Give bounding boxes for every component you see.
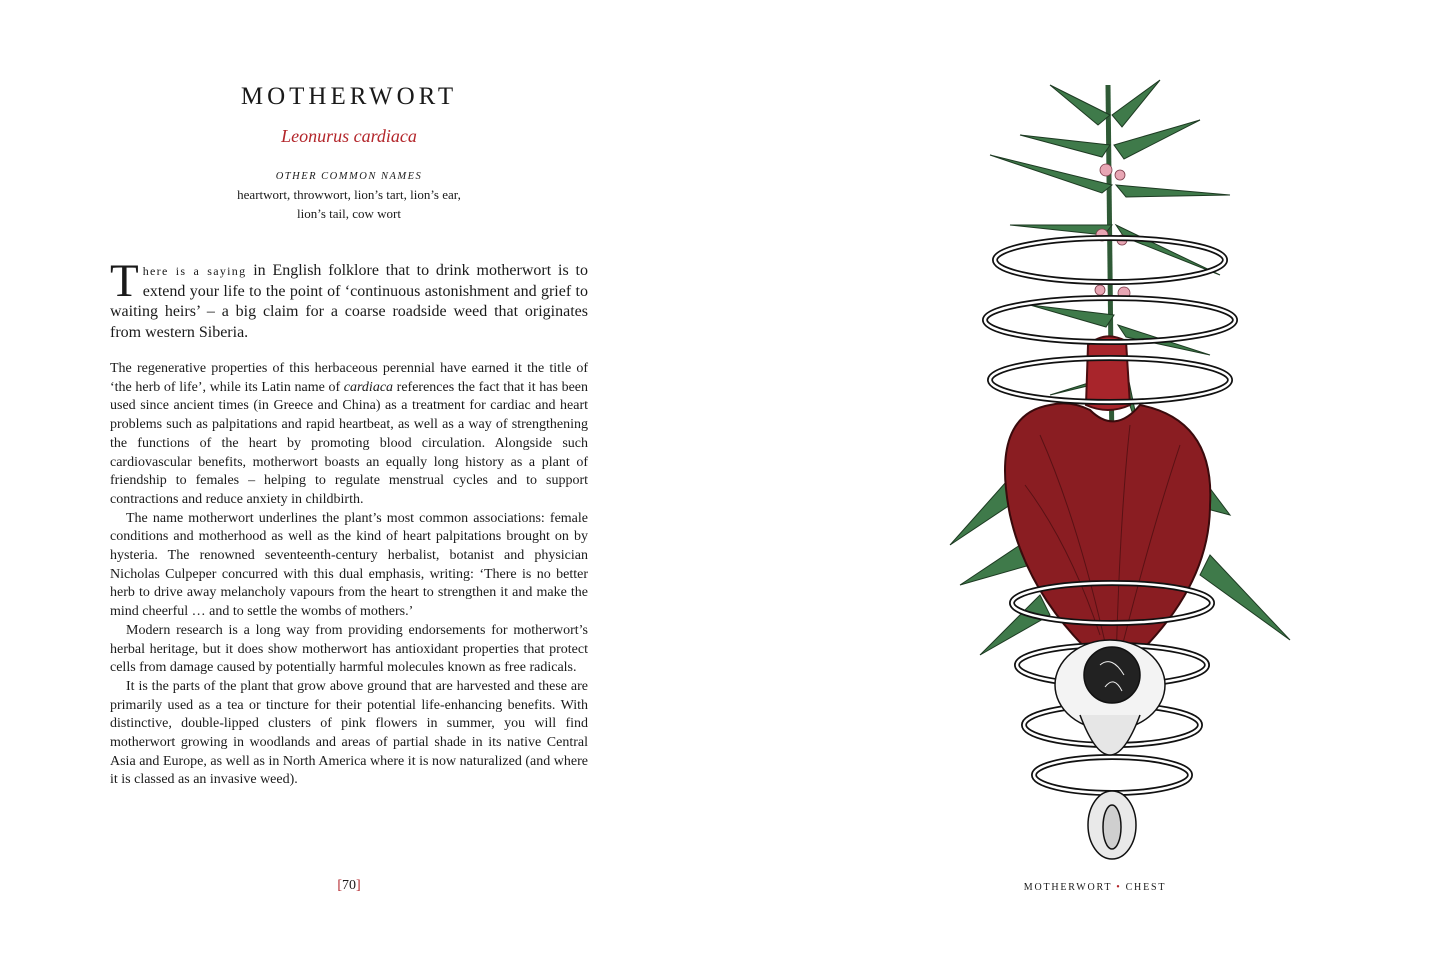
- running-head-section: CHEST: [1125, 882, 1167, 893]
- latin-name: Leonurus cardiaca: [281, 126, 417, 146]
- running-head: [1000, 882, 1190, 893]
- latin-emphasis: cardiaca: [343, 379, 394, 395]
- folio-bracket-open: [: [337, 878, 342, 893]
- drop-cap: T: [110, 255, 139, 307]
- body-paragraph-2: The name motherwort underlines the plant’s most common associations: female conditions and motherhood as well as the kind of heart palpitations brought on by hysteria. The renowned seventeenth-century herbalist, botanist and physician Nicholas Culpeper concurred with this dual emphasis, writing: ‘There is no better herb to drive away melancholy vapours from the heart to strengthen it and make the mind cheerful … and to settle the wombs of mothers.’: [110, 510, 588, 620]
- page-title: MOTHERWORT: [240, 83, 458, 110]
- intro-paragraph: [110, 255, 589, 343]
- running-head-separator: •: [1116, 882, 1122, 893]
- paragraph-1-end: references the fact that it has been used since ancient times (in Greece and China) as a treatment for cardiac and heart problems such as palpitations and rapid heartbeat, as well as a way of strengthening the functions of the heart by promoting blood circulation. Alongside such cardiovascular benefits, motherwort boasts an equally long history as a plant of friendship to females – helping to regulate menstrual cycles and to support contractions and reduce anxiety in childbirth.: [110, 379, 588, 507]
- folio-number: 70: [342, 878, 356, 893]
- body-text: [110, 360, 588, 790]
- intro-small-caps: here is a saying: [142, 264, 247, 278]
- common-names-list: heartwort, throwwort, lion’s tart, lion’s ear, lion’s tail, cow wort: [237, 187, 461, 221]
- motherwort-heart-illustration: [930, 75, 1300, 865]
- paragraph-1-start: The regenerative properties of this herbaceous perennial have earned it the title of ‘the herb of life’, while its Latin name of: [110, 361, 588, 395]
- common-names-heading: OTHER COMMON NAMES: [275, 171, 423, 182]
- body-paragraph-4: It is the parts of the plant that grow above ground that are harvested and these are primarily used as a tea or tincture for their potential life-enhancing benefits. With distinctive, double-lipped clusters of pink flowers in summer, you will find motherwort growing in woodlands and areas of partial shade in its native Central Asia and Europe, as well as in North America where it is now naturalized (and where it is classed as an invasive weed).: [110, 678, 588, 788]
- body-paragraph-3: Modern research is a long way from providing endorsements for motherwort’s herbal heritage, but it does show motherwort has antioxidant properties that protect cells from damage caused by potentially harmful molecules known as free radicals.: [110, 622, 588, 676]
- folio-bracket-close: ]: [356, 878, 361, 893]
- intro-text: in English folklore that to drink motherwort is to extend your life to the point of ‘continuous astonishment and grief to waiting heirs’ – a big claim for a coarse roadside weed that originates from western Siberia.: [110, 262, 589, 341]
- page-number: [110, 878, 588, 894]
- running-head-title: MOTHERWORT: [1023, 882, 1113, 893]
- body-paragraph-1: [110, 360, 588, 510]
